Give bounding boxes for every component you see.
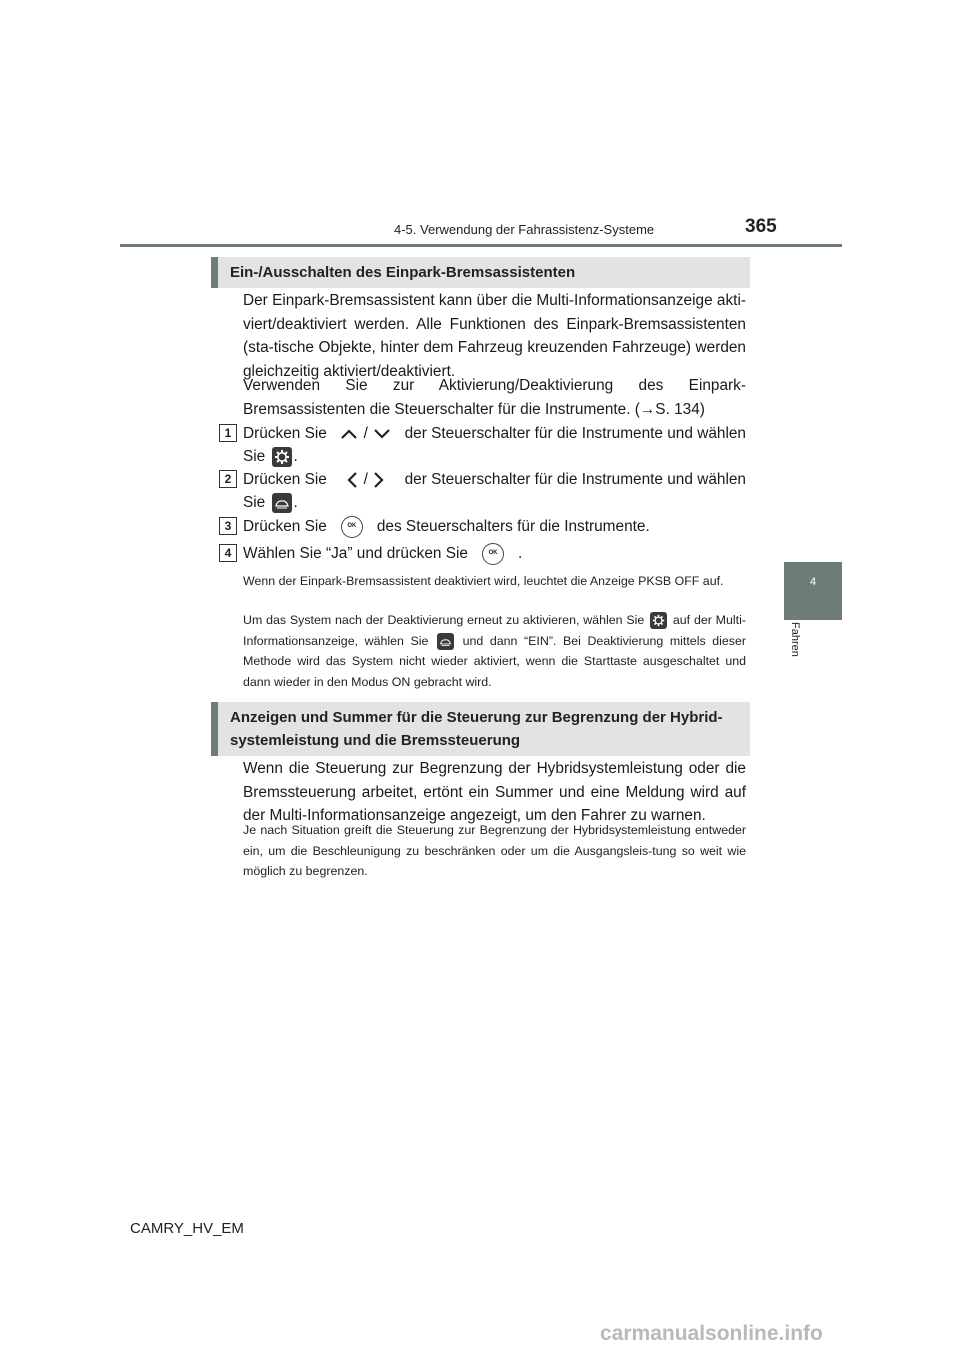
step-2-text-d: . (293, 494, 298, 511)
step-3 (243, 515, 746, 538)
note-reactivate-b: auf der Multi-Informationsanzeige, wählen Sie (243, 613, 746, 648)
step-number: 4 (219, 544, 237, 562)
separator: / (363, 425, 368, 442)
step-1-text-a: Drücken Sie (243, 425, 327, 442)
chapter-label-text: Fahren (789, 622, 801, 657)
step-1-text-b: der Steuerschalter für die Instrumente und wählen (404, 425, 746, 442)
step-4 (243, 542, 746, 565)
step-2-text-c: Sie (243, 494, 266, 511)
ok-button-icon: OK (341, 516, 363, 538)
section1-paragraph-1: Der Einpark-Bremsassistent kann über die Multi-Informationsanzeige akti-viert/deaktiviert werden. Alle Funktionen des Einpark-Bremsassistenten (sta-tische Objekte, hinter dem Fahrzeug kreuzenden Fahrzeuge) werden gleichzeitig aktiviert/deaktiviert. (243, 292, 746, 380)
car-assist-icon (272, 493, 292, 513)
note-pksb-off: Wenn der Einpark-Bremsassistent deaktiviert wird, leuchtet die Anzeige PKSB OFF auf. (243, 574, 724, 588)
section-heading-hybrid-limit: Anzeigen und Summer für die Steuerung zur Begrenzung der Hybrid-systemleistung und die Bremssteuerung (211, 702, 750, 756)
step-4-text-b: . (518, 545, 523, 562)
settings-gear-icon (272, 447, 292, 467)
section2-note: Je nach Situation greift die Steuerung zur Begrenzung der Hybridsystemleistung entweder ein, um die Beschleunigung zu beschränken oder um die Ausgangsleis-tung so weit wie möglich zu begrenzen. (243, 823, 746, 878)
document-code: CAMRY_HV_EM (130, 1220, 244, 1237)
section2-paragraph-1: Wenn die Steuerung zur Begrenzung der Hybridsystemleistung oder die Bremssteuerung arbeitet, ertönt ein Summer und eine Meldung wird auf der Multi-Informationsanzeige angezeigt, um den Fahrer zu warnen. (243, 760, 746, 824)
step-2-icons (345, 468, 386, 491)
page-number: 365 (745, 216, 777, 237)
step-3-text-b: des Steuerschalters für die Instrumente. (376, 518, 650, 535)
settings-gear-icon (650, 612, 667, 629)
step-1-text-d: . (293, 448, 298, 465)
chapter-number: 4 (809, 576, 817, 588)
step-number: 2 (219, 470, 237, 488)
chapter-label (789, 622, 803, 662)
step-number: 1 (219, 424, 237, 442)
step-2 (243, 468, 746, 514)
section1-paragraph-2: Verwenden Sie zur Aktivierung/Deaktivierung des Einpark-Bremsassistenten die Steuerschalter für die Instrumente. (→S. 134) (243, 377, 746, 418)
step-2-text-a: Drücken Sie (243, 471, 327, 488)
header-rule (120, 244, 842, 247)
watermark: carmanualsonline.info (600, 1322, 823, 1345)
car-assist-icon (437, 633, 454, 650)
ok-button-icon: OK (482, 543, 504, 565)
note-reactivate (243, 610, 746, 692)
step-3-text-a: Drücken Sie (243, 518, 327, 535)
step-2-text-b: der Steuerschalter für die Instrumente und wählen (404, 471, 746, 488)
step-number: 3 (219, 517, 237, 535)
header-section-title: 4-5. Verwendung der Fahrassistenz-Systeme (394, 222, 655, 237)
step-4-text-a: Wählen Sie “Ja” und drücken Sie (243, 545, 468, 562)
note-reactivate-a: Um das System nach der Deaktivierung erneut zu aktivieren, wählen Sie (243, 613, 645, 627)
step-1-text-c: Sie (243, 448, 266, 465)
step-1 (243, 422, 746, 468)
note-reactivate-c: und dann “EIN”. Bei Deaktivierung mittels dieser Methode wird das System nicht wieder aktiviert, wenn die Starttaste ausgeschaltet und dann wieder in den Modus ON gebracht wird. (243, 633, 746, 689)
chevron-left-icon (345, 470, 359, 490)
chevron-up-icon (339, 427, 359, 441)
chevron-right-icon (372, 470, 386, 490)
step-1-icons (339, 422, 392, 445)
chevron-down-icon (372, 427, 392, 441)
section-heading-park-brake: Ein-/Ausschalten des Einpark-Bremsassistenten (211, 257, 750, 288)
chapter-tab (784, 562, 842, 620)
separator: / (363, 471, 368, 488)
